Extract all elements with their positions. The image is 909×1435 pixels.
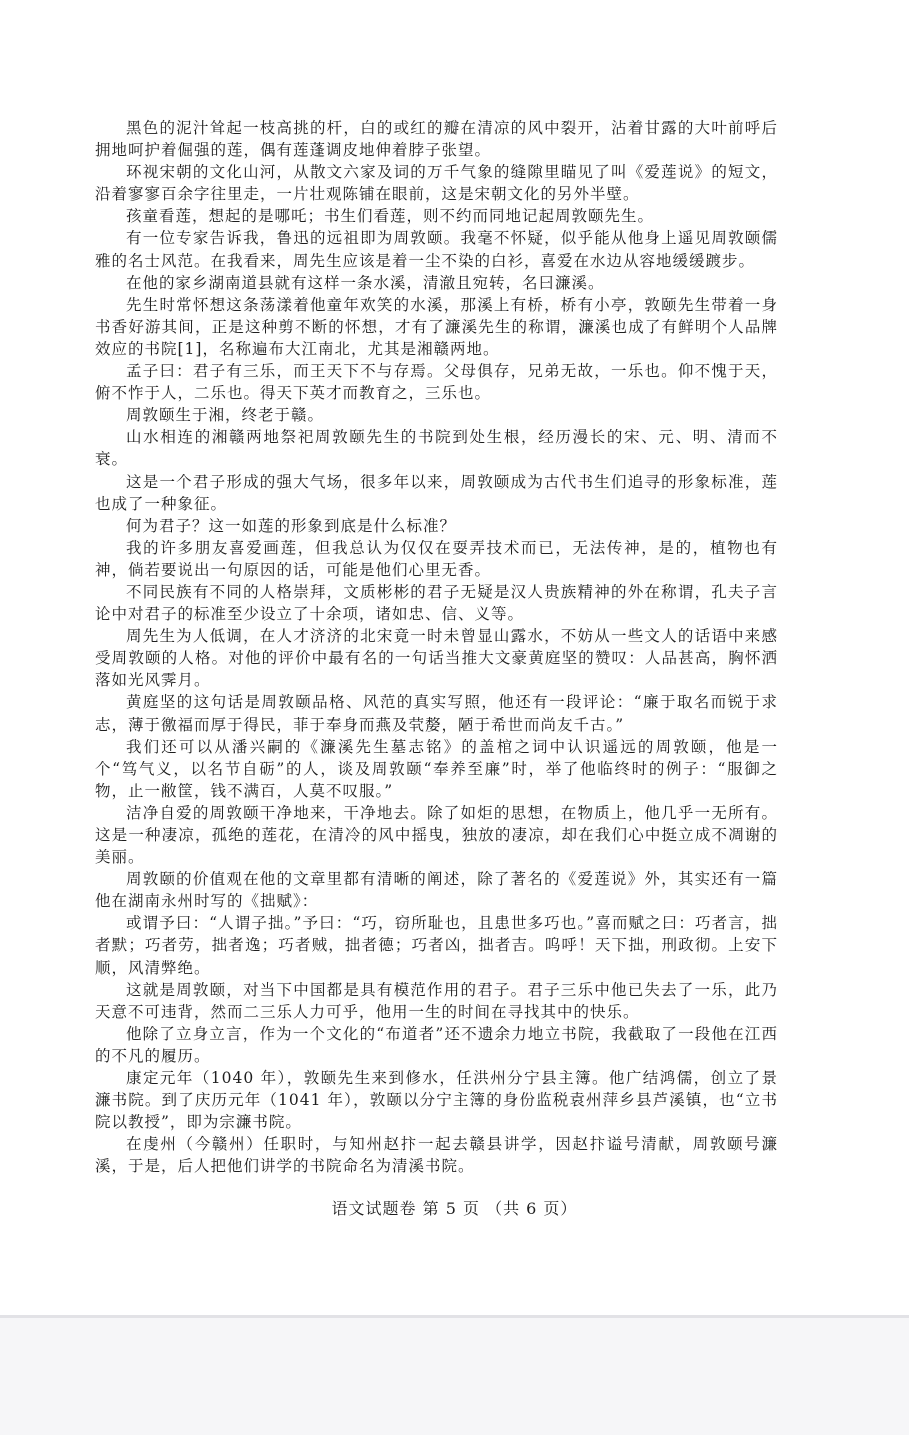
paragraph: 孩童看莲，想起的是哪吒；书生们看莲，则不约而同地记起周敦颐先生。	[126, 207, 655, 226]
paragraph: 周先生为人低调，在人才济济的北宋竟一时未曾显山露水，不妨从一些文人的话语中来感受周敦颐的人格。对他的评价中最有名的一句话当推大文豪黄庭坚的赞叹：人品甚高，胸怀洒落如光风霁月。	[95, 627, 778, 690]
paragraph: 他除了立身立言，作为一个文化的“布道者”还不遗余力地立书院，我截取了一段他在江西的不凡的履历。	[95, 1024, 778, 1065]
paragraph: 在虔州（今赣州）任职时，与知州赵抃一起去赣县讲学，因赵抃谥号清献，周敦颐号濂溪，于是，后人把他们讲学的书院命名为清溪书院。	[95, 1135, 778, 1176]
page-divider	[0, 1315, 909, 1318]
paragraph: 山水相连的湘赣两地祭祀周敦颐先生的书院到处生根，经历漫长的宋、元、明、清而不衰。	[95, 428, 778, 469]
paragraph: 有一位专家告诉我，鲁迅的远祖即为周敦颐。我毫不怀疑，似乎能从他身上遥见周敦颐儒雅的名士风范。在我看来，周先生应该是着一尘不染的白衫，喜爱在水边从容地缓缓踱步。	[95, 229, 778, 270]
paragraph: 在他的家乡湖南道县就有这样一条水溪，清澈且宛转，名曰濂溪。	[126, 273, 605, 292]
paragraph: 洁净自爱的周敦颐干净地来，干净地去。除了如炬的思想，在物质上，他几乎一无所有。这是一种凄凉，孤绝的莲花，在清冷的风中摇曳，独放的凄凉，却在我们心中挺立成不凋谢的美丽。	[95, 803, 778, 867]
paragraph: 周敦颐的价值观在他的文章里都有清晰的阐述，除了著名的《爱莲说》外，其实还有一篇他在湖南永州时写的《拙赋》：	[95, 870, 778, 911]
paragraph: 我的许多朋友喜爱画莲，但我总认为仅仅在耍弄技术而已，无法传神，是的，植物也有神，倘若要说出一句原因的话，可能是他们心里无香。	[95, 538, 778, 579]
paragraph: 我们还可以从潘兴嗣的《濂溪先生墓志铭》的盖棺之词中认识遥远的周敦颐，他是一个“笃气义，以名节自砺”的人，谈及周敦颐“奉养至廉”时，举了他临终时的例子：“服御之物，止一敝筐，钱不满百，人莫不叹服。”	[95, 737, 778, 800]
page-footer: 语文试题卷 第 5 页 （共 6 页）	[331, 1199, 578, 1218]
paragraph: 这就是周敦颐，对当下中国都是具有模范作用的君子。君子三乐中他已失去了一乐，此乃天意不可违背，然而二三乐人力可乎，他用一生的时间在寻找其中的快乐。	[95, 980, 778, 1021]
paragraph: 周敦颐生于湘，终老于赣。	[126, 406, 325, 425]
paragraph: 这是一个君子形成的强大气场，很多年以来，周敦颐成为古代书生们追寻的形象标准，莲也成了一种象征。	[95, 472, 778, 513]
paragraph: 康定元年（1040 年），敦颐先生来到修水，任洪州分宁县主簿。他广结鸿儒，创立了景濂书院。到了庆历元年（1041 年），敦颐以分宁主簿的身份监税袁州萍乡县芦溪镇，也“立书院以教授”，即为宗濂书院。	[95, 1069, 778, 1132]
paragraph: 黑色的泥汁耸起一枝高挑的杆，白的或红的瓣在清凉的风中裂开，沾着甘露的大叶前呼后拥地呵护着倔强的莲，偶有莲蓬调皮地伸着脖子张望。	[95, 119, 778, 160]
paragraph: 先生时常怀想这条荡漾着他童年欢笑的水溪，那溪上有桥，桥有小亭，敦颐先生带着一身书香好游其间，正是这种剪不断的怀想，才有了濂溪先生的称谓，濂溪也成了有鲜明个人品牌效应的书院[1]，名称遍布大江南北，尤其是湘赣两地。	[95, 295, 778, 358]
paragraph: 何为君子？这一如莲的形象到底是什么标准？	[126, 516, 457, 535]
paragraph: 环视宋朝的文化山河，从散文六家及词的万千气象的缝隙里瞄见了叫《爱莲说》的短文，沿着寥寥百余字往里走，一片壮观陈铺在眼前，这是宋朝文化的另外半壁。	[95, 163, 778, 204]
paragraph: 或谓予曰：“人谓子拙。”予曰：“巧，窃所耻也，且患世多巧也。”喜而赋之曰：巧者言，拙者默；巧者劳，拙者逸；巧者贼，拙者德；巧者凶，拙者吉。呜呼！天下拙，刑政彻。上安下顺，风清弊绝。	[95, 914, 778, 977]
article-text	[95, 117, 778, 1178]
paragraph: 不同民族有不同的人格崇拜，文质彬彬的君子无疑是汉人贵族精神的外在称谓，孔夫子言论中对君子的标准至少设立了十余项，诸如忠、信、义等。	[95, 582, 778, 624]
paragraph: 黄庭坚的这句话是周敦颐品格、风范的真实写照，他还有一段评论：“廉于取名而锐于求志，薄于徼福而厚于得民，菲于奉身而燕及茕嫠，陋于希世而尚友千古。”	[95, 693, 778, 734]
paragraph: 孟子曰：君子有三乐，而王天下不与存焉。父母俱存，兄弟无故，一乐也。仰不愧于天，俯不怍于人，二乐也。得天下英才而教育之，三乐也。	[95, 362, 778, 403]
